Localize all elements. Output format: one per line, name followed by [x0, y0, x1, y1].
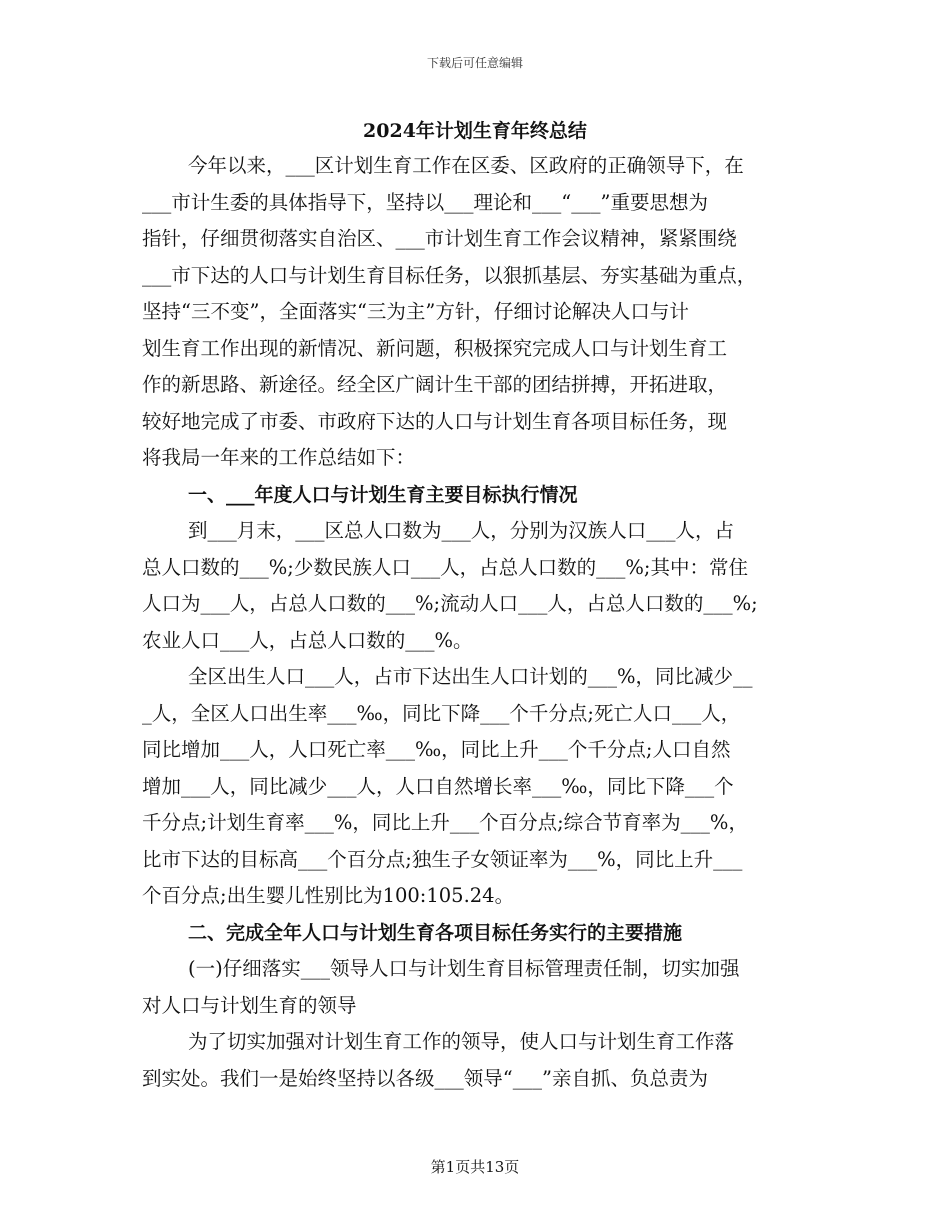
paragraph-line: ___市计生委的具体指导下，坚持以___理论和___“___”重要思想为: [142, 190, 708, 214]
paragraph-line: 作的新思路、新途径。经全区广阔计生干部的团结拼搏，开拓进取，: [142, 373, 728, 396]
document-title: 2024年计划生育年终总结: [363, 120, 587, 142]
paragraph-line: 总人口数的___%;少数民族人口___人，占总人口数的___%;其中：常住: [142, 555, 748, 579]
paragraph-line: 较好地完成了市委、市政府下达的人口与计划生育各项目标任务，现: [142, 409, 728, 433]
paragraph-line: 增加___人，同比减少___人，人口自然增长率___‰，同比下降___个: [142, 774, 734, 798]
paragraph-line: 同比增加___人，人口死亡率___‰，同比上升___个千分点;人口自然: [142, 738, 731, 761]
paragraph-line: (一)仔细落实___领导人口与计划生育目标管理责任制，切实加强: [188, 957, 740, 980]
paragraph-line: 将我局一年来的工作总结如下：: [142, 446, 416, 469]
paragraph-line: 到实处。我们一是始终坚持以各级___领导“___”亲自抓、负总责为: [142, 1066, 708, 1090]
paragraph-line: 为了切实加强对计划生育工作的领导，使人口与计划生育工作落: [188, 1030, 735, 1053]
paragraph-line: 划生育工作出现的新情况、新问题，积极探究完成人口与计划生育工: [142, 336, 728, 360]
paragraph-line: 到___月末，___区总人口数为___人，分别为汉族人口___人，占: [188, 519, 735, 542]
paragraph-line: 个百分点;出生婴儿性别比为100:105.24。: [142, 884, 515, 907]
paragraph-line: 对人口与计划生育的领导: [142, 993, 357, 1017]
paragraph-line: ___市下达的人口与计划生育目标任务，以狠抓基层、夯实基础为重点，: [142, 263, 757, 287]
paragraph-line: 千分点;计划生育率___%，同比上升___个百分点;综合节育率为___%，: [142, 811, 748, 834]
header-note: 下载后可任意编辑: [426, 56, 523, 70]
paragraph-line: 全区出生人口___人，占市下达出生人口计划的___%，同比减少__: [188, 665, 753, 688]
paragraph-line: 指针，仔细贯彻落实自治区、___市计划生育工作会议精神，紧紧围绕: [142, 227, 737, 250]
section-heading-line: 一、___年度人口与计划生育主要目标执行情况: [188, 483, 578, 506]
page-footer: 第1页共13页: [430, 1158, 520, 1176]
paragraph-line: _人，全区人口出生率___‰，同比下降___个千分点;死亡人口___人，: [142, 701, 741, 725]
paragraph-line: 坚持“三不变”，全面落实“三为主”方针，仔细讨论解决人口与计: [142, 300, 689, 323]
paragraph-line: 人口为___人，占总人口数的___%;流动人口___人，占总人口数的___%;: [142, 592, 758, 615]
paragraph-line: 今年以来，___区计划生育工作在区委、区政府的正确领导下，在: [188, 154, 744, 177]
section-heading-line: 二、完成全年人口与计划生育各项目标任务实行的主要措施: [188, 921, 683, 944]
paragraph-line: 农业人口___人，占总人口数的___%。: [142, 628, 473, 652]
document-body: [142, 148, 812, 1097]
paragraph-line: 比市下达的目标高___个百分点;独生子女领证率为___%，同比上升___: [142, 847, 743, 871]
